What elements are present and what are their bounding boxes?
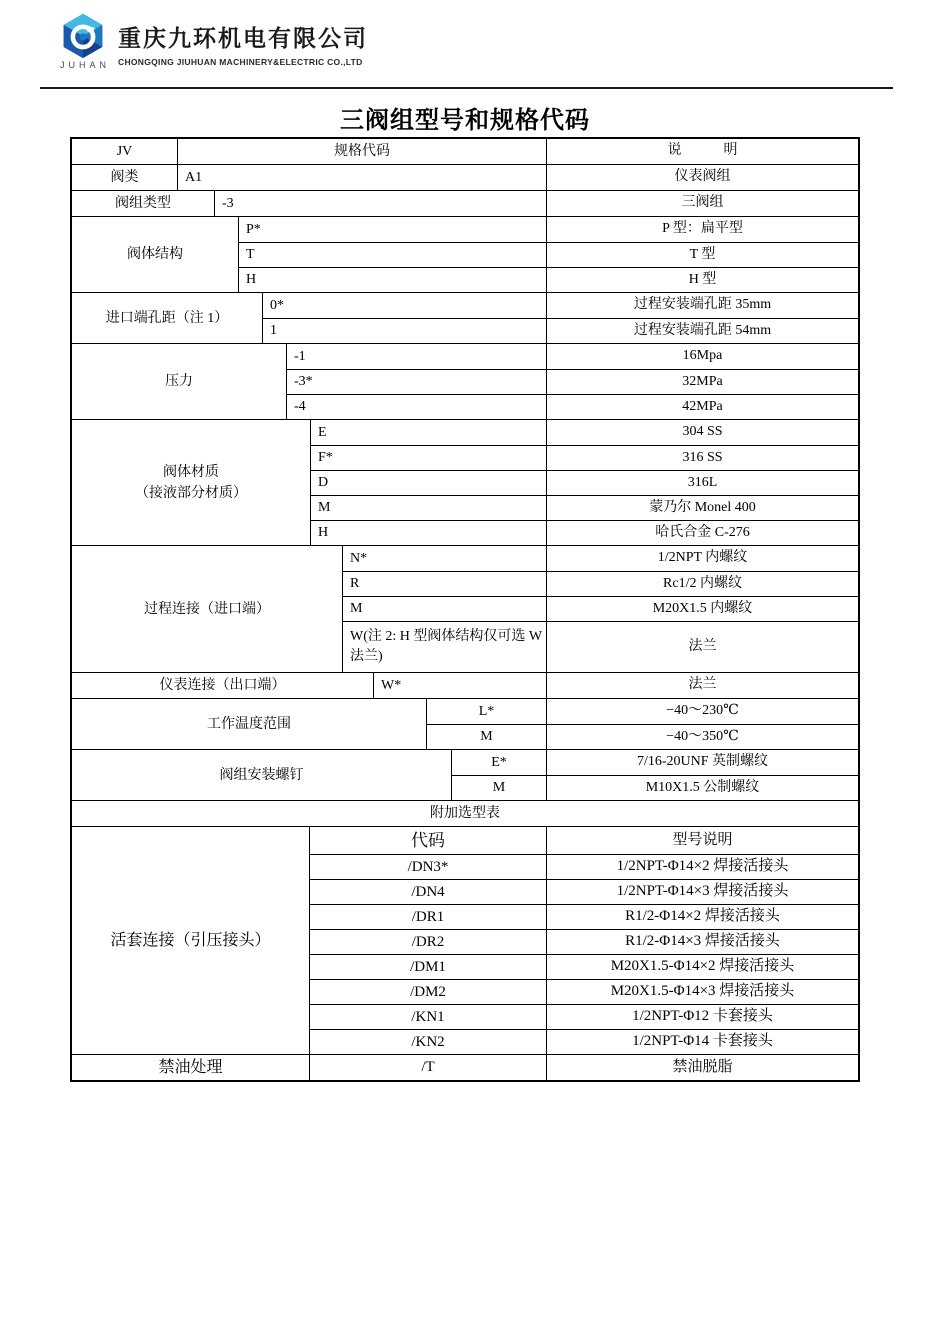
table-row — [263, 318, 858, 343]
table-row — [310, 1029, 858, 1054]
table-row — [311, 495, 858, 520]
code-cell: /T — [421, 1059, 435, 1075]
section-mounting-screws — [72, 749, 858, 800]
desc-cell: 1/2NPT-Φ14 卡套接头 — [546, 1030, 858, 1054]
section-inlet-hole-distance — [72, 292, 858, 343]
code-cell: M — [492, 780, 506, 796]
table-row — [343, 546, 858, 571]
code-cell: /DR1 — [411, 908, 445, 925]
table-row — [310, 904, 858, 929]
section-body-structure — [72, 216, 858, 292]
desc-cell: 仪表阀组 — [546, 165, 858, 190]
section-label: 阀体结构 — [72, 217, 239, 292]
code-cell: D — [318, 475, 329, 491]
table-row — [311, 445, 858, 470]
section-body-material — [72, 419, 858, 545]
table-row — [343, 571, 858, 596]
desc-cell: −40～230℃ — [546, 699, 858, 724]
desc-cell: 1/2NPT 内螺纹 — [546, 546, 858, 571]
desc-cell: M20X1.5 内螺纹 — [546, 597, 858, 621]
section-pressure — [72, 343, 858, 419]
section-instrument-connection — [72, 672, 858, 698]
code-cell: R — [350, 576, 360, 592]
page-title: 三阀组型号和规格代码 — [340, 108, 590, 134]
desc-cell: 32MPa — [546, 370, 858, 394]
code-cell: 0* — [270, 297, 284, 313]
desc-cell: Rc1/2 内螺纹 — [546, 572, 858, 596]
desc-cell: H 型 — [546, 268, 858, 292]
code-cell: M — [318, 500, 331, 516]
desc-cell: 42MPa — [546, 395, 858, 419]
addon-banner: 附加选型表 — [430, 806, 500, 821]
table-row — [310, 854, 858, 879]
desc-cell: 哈氏合金 C-276 — [546, 521, 858, 545]
addon-head-desc: 型号说明 — [546, 827, 858, 854]
table-row — [239, 267, 858, 292]
table-row — [310, 979, 858, 1004]
code-cell: /DN4 — [411, 883, 445, 900]
code-cell: E — [318, 424, 327, 440]
table-row — [215, 191, 858, 216]
table-row — [178, 165, 858, 190]
section-label: 过程连接（进口端） — [72, 546, 343, 672]
code-cell: N* — [350, 550, 368, 566]
desc-cell: R1/2-Φ14×2 焊接活接头 — [546, 905, 858, 929]
table-row — [310, 1055, 858, 1080]
desc-cell: 禁油脱脂 — [546, 1055, 858, 1080]
desc-cell: M10X1.5 公制螺纹 — [546, 776, 858, 800]
section-union-connection — [72, 826, 858, 1054]
table-row — [427, 724, 858, 749]
desc-cell: 304 SS — [546, 420, 858, 445]
code-cell: -1 — [294, 348, 306, 364]
code-cell: H — [318, 525, 329, 541]
table-row — [427, 699, 858, 724]
company-block — [118, 20, 368, 67]
code-cell: M — [480, 729, 493, 745]
desc-cell: 316L — [546, 471, 858, 495]
desc-cell: 蒙乃尔 Monel 400 — [546, 496, 858, 520]
code-cell: -4 — [294, 399, 306, 415]
desc-cell: M20X1.5-Φ14×3 焊接活接头 — [546, 980, 858, 1004]
desc-cell: 法兰 — [546, 622, 858, 672]
code-cell: E* — [491, 754, 507, 770]
table-row — [343, 596, 858, 621]
desc-cell: T 型 — [546, 243, 858, 267]
code-cell: /DM2 — [410, 983, 446, 1000]
code-cell: W* — [381, 677, 402, 693]
head-description: 说 明 — [546, 139, 858, 164]
desc-cell: 法兰 — [546, 673, 858, 698]
section-label: 工作温度范围 — [72, 699, 427, 749]
addon-header-row — [310, 827, 858, 854]
section-manifold-type — [72, 190, 858, 216]
code-cell: -3 — [222, 195, 234, 211]
desc-cell: 过程安装端孔距 35mm — [546, 293, 858, 318]
section-label-line1: 阀体材质 — [163, 464, 219, 480]
code-cell: -3* — [294, 374, 313, 390]
table-row — [452, 775, 858, 800]
section-label: 阀类 — [72, 165, 178, 190]
code-cell: A1 — [185, 169, 203, 185]
table-row — [287, 344, 858, 369]
section-label: 活套连接（引压接头） — [72, 827, 310, 1054]
table-row — [287, 394, 858, 419]
table-row — [239, 217, 858, 242]
table-row — [311, 520, 858, 545]
table-row — [287, 369, 858, 394]
section-label: 阀组安装螺钉 — [72, 750, 452, 800]
code-cell: /KN1 — [411, 1008, 445, 1025]
table-row — [311, 420, 858, 445]
table-row — [239, 242, 858, 267]
table-row — [343, 621, 858, 672]
page-header — [0, 0, 930, 89]
code-cell: F* — [318, 450, 333, 466]
desc-cell: M20X1.5-Φ14×2 焊接活接头 — [546, 955, 858, 979]
code-cell: /DN3* — [407, 858, 449, 875]
desc-cell: 16Mpa — [546, 344, 858, 369]
desc-cell: P 型：扁平型 — [546, 217, 858, 242]
section-valve-class — [72, 164, 858, 190]
spec-table — [70, 137, 860, 1082]
section-label-line2: （接液部分材质） — [135, 485, 247, 501]
table-row — [310, 879, 858, 904]
section-label — [72, 420, 311, 545]
code-cell: T — [246, 247, 255, 263]
code-cell: /DR2 — [411, 933, 445, 950]
code-cell: H — [246, 272, 257, 288]
section-label: 压力 — [72, 344, 287, 419]
head-spec-code: 规格代码 — [334, 143, 390, 159]
code-cell: /KN2 — [411, 1033, 445, 1050]
code-cell: P* — [246, 221, 261, 237]
table-row — [374, 673, 858, 698]
addon-head-code: 代码 — [411, 830, 445, 850]
section-process-connection — [72, 545, 858, 672]
table-row — [311, 470, 858, 495]
desc-cell: 1/2NPT-Φ14×2 焊接活接头 — [546, 855, 858, 879]
table-row — [263, 293, 858, 318]
table-row — [310, 1004, 858, 1029]
section-label: 仪表连接（出口端） — [72, 673, 374, 698]
hexagon-logo-icon — [60, 13, 106, 59]
desc-cell: 过程安装端孔距 54mm — [546, 319, 858, 343]
desc-cell: 三阀组 — [546, 191, 858, 216]
desc-cell: 316 SS — [546, 446, 858, 470]
code-cell: /DM1 — [410, 958, 446, 975]
addon-banner-row — [72, 800, 858, 826]
table-head-row — [72, 139, 858, 164]
desc-cell: R1/2-Φ14×3 焊接活接头 — [546, 930, 858, 954]
desc-cell: −40～350℃ — [546, 725, 858, 749]
code-cell: M — [350, 601, 363, 617]
table-row — [310, 954, 858, 979]
head-model-code: JV — [72, 139, 178, 164]
company-name-cn: 重庆九环机电有限公司 — [118, 25, 368, 51]
logo-letters: JUHAN — [59, 60, 110, 70]
desc-cell: 1/2NPT-Φ14×3 焊接活接头 — [546, 880, 858, 904]
section-working-temperature — [72, 698, 858, 749]
desc-cell: 1/2NPT-Φ12 卡套接头 — [546, 1005, 858, 1029]
code-cell: 1 — [270, 323, 277, 339]
table-row — [310, 929, 858, 954]
section-label: 阀组类型 — [72, 191, 215, 216]
section-label: 禁油处理 — [72, 1055, 310, 1080]
code-cell: W(注 2: H 型阀体结构仅可选 W 法兰) — [350, 629, 542, 664]
company-name-en: CHONGQING JIUHUAN MACHINERY&ELECTRIC CO.,LTD — [118, 57, 363, 67]
table-row — [452, 750, 858, 775]
company-logo — [55, 13, 111, 70]
section-oil-free — [72, 1054, 858, 1080]
desc-cell: 7/16-20UNF 英制螺纹 — [546, 750, 858, 775]
section-label: 进口端孔距（注 1） — [72, 293, 263, 343]
code-cell: L* — [478, 703, 495, 719]
